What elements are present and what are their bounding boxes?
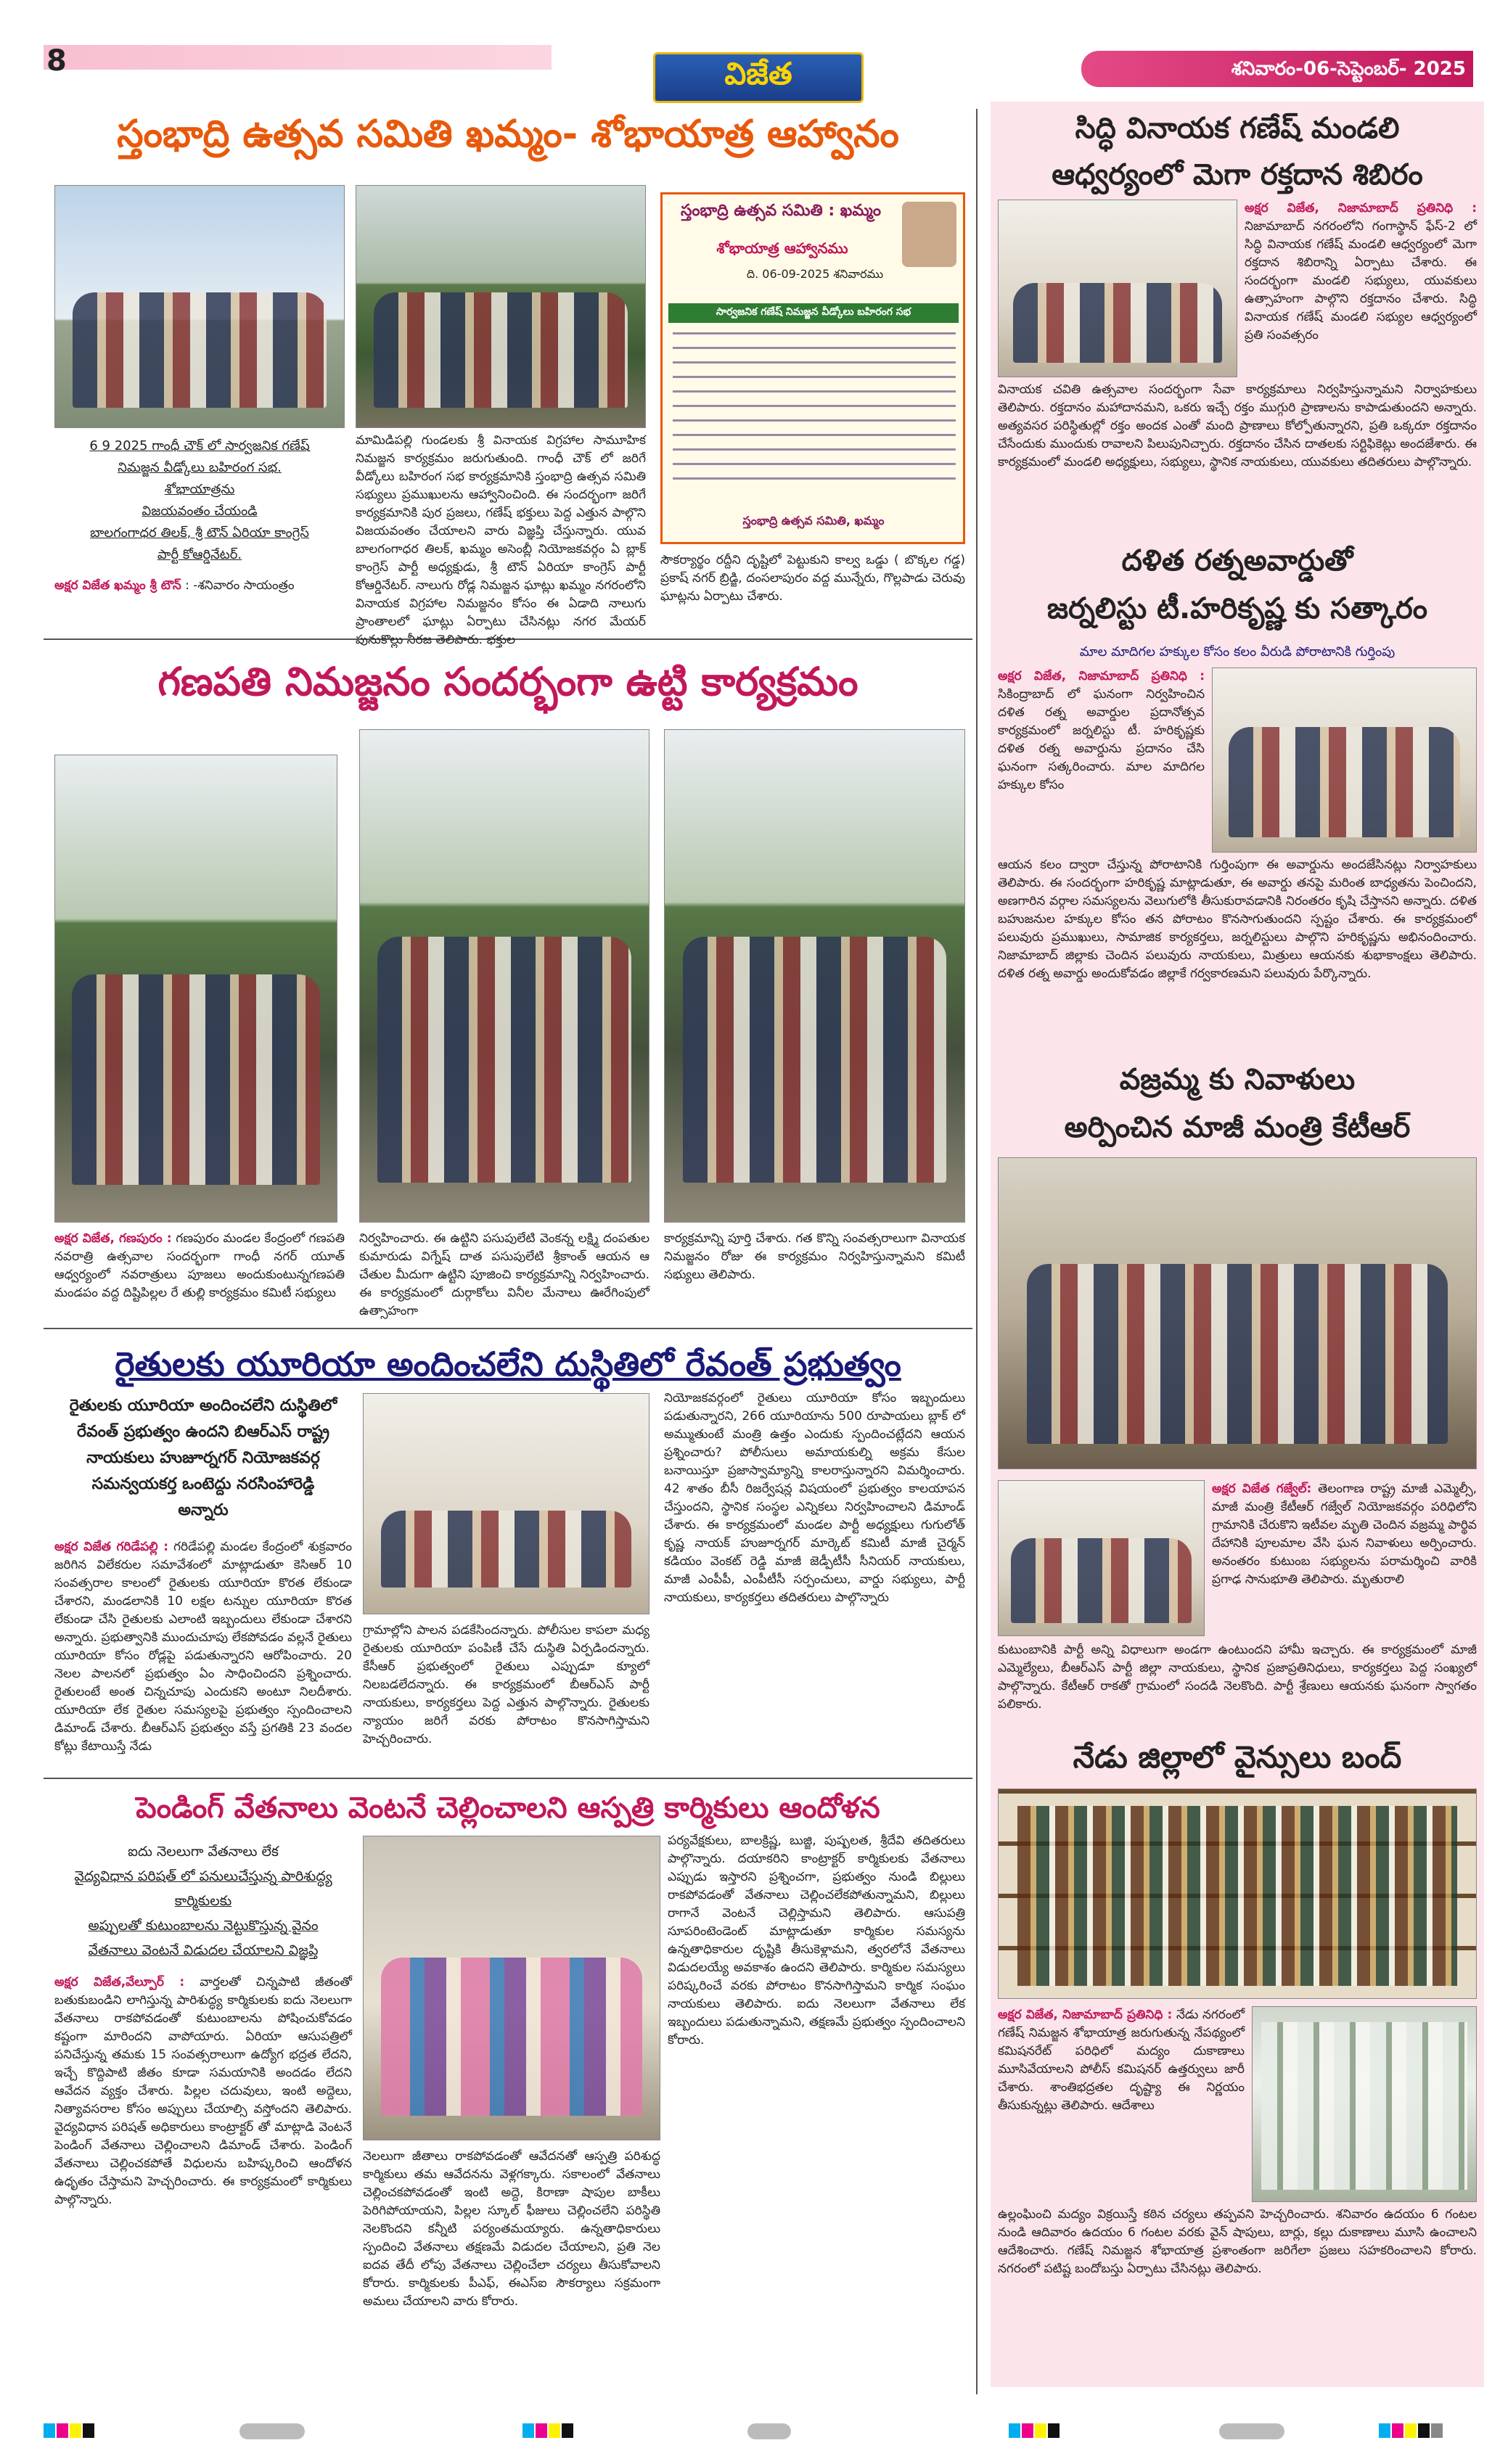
dateline: అక్షర విజేత గరిడేపల్లి :: [54, 1540, 169, 1554]
article4-title: పెండింగ్ వేతనాలు వెంటనే చెల్లించాలని ఆస్పత్రి కార్మికులు ఆందోళన: [136, 1791, 880, 1825]
swatch-black: [1418, 2423, 1430, 2438]
subhead-line: అప్పులతో కుటుంబాలను నెట్టుకొస్తున్న వైనం: [88, 1918, 319, 1934]
subhead-line: వేతనాలు వెంటనే విడుదల చేయాలని విజ్ఞప్తి: [88, 1942, 319, 1958]
article1-body-col2: మామిడిపల్లి గుండలకు శ్రీ వినాయక విగ్రహాల సామూహిక నిమజ్జన కార్యక్రమం జరుగుతుంది. గాంధీ చౌక్ లో జరిగే వీడ్కోలు బహిరంగ సభ కార్యక్రమానికి స్తంభాద్రి ఉత్సవ సమితి సభ్యులు ప్రముఖులను ఆహ్వానించింది. ఈ సందర్భంగా జరిగే కార్యక్రమానికి పుర ప్రజలు, గణేష్ భక్తులు పెద్ద ఎత్తున పాల్గొని విజయవంతం చేయాలని వారు విజ్ఞప్తి చేస్తున్నారు. యువ బాలగంగాధర తిలక్, ఖమ్మం అసెంబ్లీ నియోజకవర్గం ఏ బ్లాక్ కాంగ్రెస్ పార్టీ అధ్యక్షుడు, శ్రీ టౌన్ ఏరియా కాంగ్రెస్ పార్టీ కోఆర్డినేటర్. నాలుగు రోడ్ల నిమజ్జన ఘాట్లు ఖమ్మం నగరంలోని వినాయక విగ్రహాల నిమజ్జనం కోసం ఈ ఏడాది నాలుగు ప్రాంతాలలో ఘాట్లు ఏర్పాటు చేసినట్లు నగర మేయర్ పునుకొల్లు నీరజ తెలిపారు. భక్తుల: [356, 433, 646, 647]
article3-photo: [363, 1393, 649, 1614]
swatch-magenta: [536, 2423, 547, 2438]
article3-subhead: [51, 1393, 356, 1524]
poster-subtitle: శోభాయాత్ర ఆహ్వానము: [716, 239, 848, 257]
title-line: అర్పించిన మాజీ మంత్రి కేటీఆర్: [1064, 1111, 1411, 1144]
subhead-line: నాయకులు హుజూర్నగర్ నియోజకవర్గ: [86, 1449, 320, 1467]
footer-registration-marks: [0, 2416, 1500, 2445]
header-bar: [0, 0, 1500, 91]
masthead-text: విజేత: [724, 56, 792, 91]
section-divider: [44, 1778, 972, 1779]
poster-date: ది. 06-09-2025 శనివారము: [746, 267, 884, 281]
title-line: వజ్రమ్మ కు నివాళులు: [1119, 1063, 1356, 1096]
article1-photo-2: [356, 185, 646, 428]
article3-body-col2: గ్రామాల్లోని పాలన పడకేసిందన్నారు. పోలీసుల కాపలా మధ్య రైతులకు యూరియా పంపిణీ చేసే దుస్థితి ఏర్పడిందన్నారు. కేసీఆర్ ప్రభుత్వంలో రైతులు ఎప్పుడూ క్యూలో నిలబడలేదన్నారు. ఈ కార్యక్రమంలో బీఆర్ఎస్ పార్టీ నాయకులు, కార్యకర్తలు పెద్ద ఎత్తున పాల్గొన్నారు. రైతులకు న్యాయం జరిగే వరకు పోరాటం కొనసాగిస్తామని హెచ్చరించారు.: [363, 1623, 649, 1746]
article8-body-col1: [998, 2006, 1245, 2202]
poster-banner: సార్వజనిక గణేష్ నిమజ్జన వీడ్కోలు బహిరంగ సభ: [668, 303, 959, 323]
article3-body-col1: [54, 1538, 352, 1770]
subhead-line: సమన్వయకర్త ఒంటెద్దు నరసింహారెడ్డి: [91, 1475, 315, 1493]
article8-body-full: ఉల్లంఘించి మద్యం విక్రయిస్తే కఠిన చర్యలు తప్పవని హెచ్చరించారు. శనివారం ఉదయం 6 గంటల నుండి ఆదివారం ఉదయం 6 గంటల వరకు వైన్ షాపులు, బార్లు, కల్లు దుకాణాలు మూసి ఉంచాలని ఆదేశించారు. గణేష్ నిమజ్జన శోభాయాత్ర ప్రశాంతంగా జరిగేలా ప్రజలు సహకరించాలని కోరారు. నగరంలో పటిష్ట బందోబస్తు ఏర్పాటు చేసినట్లు తెలిపారు.: [998, 2207, 1477, 2276]
subhead-line: రైతులకు యూరియా అందించలేని దుస్థితిలో: [69, 1397, 337, 1415]
article1-body-col1: : -శనివారం సాయంత్రం: [185, 578, 295, 593]
swatch-black: [562, 2423, 573, 2438]
poster-avatar: [902, 202, 956, 267]
article6-text: సికింద్రాబాద్ లో ఘనంగా నిర్వహించిన దళిత రత్న అవార్డుల ప్రదానోత్సవ కార్యక్రమంలో జర్నలిస్టు టీ. హరికృష్ణకు దళిత రత్న అవార్డును ప్రదానం చేసి ఘనంగా సత్కరించారు. మాల మాదిగల హక్కుల కోసం: [998, 687, 1205, 792]
article6-subhead: మాల మాదిగల హక్కుల కోసం కలం వీరుడి పోరాటానికి గుర్తింపు: [1079, 644, 1396, 660]
article2-photo-3: [664, 729, 965, 1223]
dateline: అక్షర విజేత ఖమ్మం శ్రీ టౌన్: [54, 578, 181, 593]
article2-body-col2: నిర్వహించారు. ఈ ఉట్టిని పసుపులేటి వెంకన్న లక్ష్మి దంపతుల కుమారుడు విగ్నేష్ దాత పసుపులేటి శ్రీకాంత్ ఆయన ఆ చేతుల మీదుగా ఉట్టిని పూజించి కార్యక్రమాన్ని నిర్వహించారు. ఈ కార్యక్రమంలో దుర్గాకోలు వినీల మేనాలు ఊరేగింపులో ఉత్సాహంగా: [359, 1231, 649, 1318]
title-line: దళిత రత్నఅవార్డుతో: [1121, 544, 1353, 578]
dateline: అక్షర విజేత, నిజామాబాద్ ప్రతినిధి :: [998, 2008, 1173, 2022]
registration-oval: [239, 2423, 305, 2439]
article7-photo-2: [998, 1480, 1205, 1636]
registration-oval: [1219, 2423, 1284, 2439]
poster-footer: స్తంభాద్రి ఉత్సవ సమితి, ఖమ్మం: [742, 514, 885, 527]
dateline: అక్షర విజేత,వేల్పూర్ :: [54, 1975, 185, 1989]
swatch-cyan: [1009, 2423, 1020, 2438]
header-date: శనివారం-06-సెప్టెంబర్- 2025: [1231, 58, 1466, 80]
swatch-yellow: [1035, 2423, 1046, 2438]
caption-line: 6 9 2025 గాంధీ చౌక్ లో సార్వజనిక గణేష్: [89, 438, 310, 453]
article1-body-col3: సౌకర్యార్థం రద్దీని దృష్టిలో పెట్టుకుని కాల్వ ఒడ్డు ( బొక్కల గడ్డ) ప్రకాష్ నగర్ బ్రిడ్జి, దంసలాపురం వద్ద మున్నేరు, గొల్లపాడు చెరువు ఘాట్లను ఏర్పాటు చేశారు.: [660, 553, 965, 604]
header-band-left: [44, 45, 552, 70]
article3-text: గరిడేపల్లి మండల కేంద్రంలో శుక్రవారం జరిగిన విలేకరుల సమావేశంలో మాట్లాడుతూ కెసిఆర్ 10 సంవత్సరాల కాలంలో రైతులకు యూరియా కొరత లేకుండా చేశారని, మండలానికి 10 లక్షల టన్నుల యూరియా కొరత లేకుండా చేసి రైతులకు ఎలాంటి ఇబ్బందులు లేకుండా చేశారని అన్నారు. ప్రభుత్వానికి ముందుచూపు లేకపోవడం వల్లనే రైతులు యూరియా కోసం రోడ్లపై పడుతున్నారని ఆరోపించారు. 20 నెలల పాలనలో ప్రభుత్వం ఏం సాధించిందని ప్రశ్నించారు. రైతులంటే అంత చిన్నచూపు ఎందుకని అంటూ నిలదీశారు. యూరియా లేక రైతుల సమస్యలపై ప్రభుత్వం స్పందించాలని డిమాండ్ చేశారు. బీఆర్ఎస్ ప్రభుత్వం వస్తే ప్రగతికి 23 వందల కోట్లు కేటాయిస్తే నేడు: [54, 1540, 352, 1754]
caption-line: నిమజ్జన వీడ్కోలు బహిరంగ సభ.: [118, 460, 282, 475]
article1-title: స్తంభాద్రి ఉత్సవ సమితి ఖమ్మం- శోభాయాత్ర ఆహ్వానం: [117, 112, 899, 156]
caption-line: శోభాయాత్రను: [164, 482, 235, 497]
subhead-line: అన్నారు: [178, 1501, 229, 1519]
article1-poster: [660, 192, 965, 544]
article4-text: వార్తలతో చిన్నపాటి జీతంతో బతుకుబండిని లాగిస్తున్న పారిశుద్ధ్య కార్మికులకు ఐదు నెలలుగా వేతనాలు రాకపోవడంతో కుటుంబాలను పోషించుకోవడం కష్టంగా మారిందని వాపోయారు. ఏరియా ఆసుపత్రిలో పనిచేస్తున్న తమకు 15 సంవత్సరాలుగా ఉద్యోగ భద్రత లేదని, ఇచ్చే కొద్దిపాటి జీతం కూడా సమయానికి అందడం లేదని ఆవేదన వ్యక్తం చేశారు. పిల్లల చదువులు, ఇంటి అద్దెలు, నిత్యావసరాల కోసం అప్పులు చేయాల్సి వస్తోందని తెలిపారు. వైద్యవిధాన పరిషత్ అధికారులు కాంట్రాక్టర్ తో మాట్లాడి వెంటనే పెండింగ్ వేతనాలు చెల్లించాలని డిమాండ్ చేశారు. పెండింగ్ వేతనాలు చెల్లించకపోతే విధులను బహిష్కరించి ఆందోళన ఉధృతం చేస్తామని హెచ్చరించారు. ఈ కార్యక్రమంలో కార్మికులు పాల్గొన్నారు.: [54, 1975, 352, 2207]
swatch-gray: [1431, 2423, 1443, 2438]
dateline: అక్షర విజేత గజ్వేల్:: [1212, 1482, 1312, 1496]
article1-caption: [51, 435, 348, 566]
caption-line: విజయవంతం చేయండి: [142, 504, 258, 519]
masthead-logo: [653, 52, 864, 103]
registration-oval: [747, 2423, 791, 2439]
article2-body-col3: కార్యక్రమాన్ని పూర్తి చేశారు. గత కొన్ని సంవత్సరాలుగా వినాయక నిమజ్జనం రోజు ఈ కార్యక్రమం నిర్వహిస్తున్నామని కమిటీ సభ్యులు తెలిపారు.: [664, 1231, 965, 1282]
page-number: 8: [46, 44, 67, 78]
title-line: జర్నలిస్టు టీ.హరికృష్ణ కు సత్కారం: [1046, 592, 1428, 625]
swatch-cyan: [522, 2423, 534, 2438]
swatch-cyan: [44, 2423, 55, 2438]
section-divider: [44, 1328, 972, 1329]
article4-subhead: [51, 1839, 356, 1963]
article2-photo-1: [54, 755, 337, 1223]
article4-photo: [363, 1836, 660, 2140]
article3-title: రైతులకు యూరియా అందించలేని దుస్థితిలో రేవంత్ ప్రభుత్వం: [115, 1344, 901, 1384]
article6-body-full: ఆయన కలం ద్వారా చేస్తున్న పోరాటానికి గుర్తింపుగా ఈ అవార్డును అందజేసినట్లు నిర్వాహకులు తెలిపారు. ఈ సందర్భంగా హరికృష్ణ మాట్లాడుతూ, ఈ అవార్డు తనపై మరింత బాధ్యతను పెంచిందని, అణగారిన వర్గాల సమస్యలను వెలుగులోకి తీసుకురావడానికి నిరంతరం కృషి చేస్తానని అన్నారు. దళిత బహుజనుల హక్కుల కోసం తన పోరాటం కొనసాగుతుందని స్పష్టం చేశారు. ఈ కార్యక్రమంలో పలువురు ప్రముఖులు, సామాజిక కార్యకర్తలు, జర్నలిస్టులు పాల్గొని హరికృష్ణను అభినందించారు. నిజామాబాద్ జిల్లాకు చెందిన పలువురు నాయకులు, మిత్రులు ఆయనకు శుభాకాంక్షలు తెలిపారు. దళిత రత్న అవార్డు అందుకోవడం జిల్లాకే గర్వకారణమని పలువురు పేర్కొన్నారు.: [998, 858, 1477, 981]
article5-body-full: వినాయక చవితి ఉత్సవాల సందర్భంగా సేవా కార్యక్రమాలు నిర్వహిస్తున్నామని నిర్వాహకులు తెలిపారు. రక్తదానం మహాదానమని, ఒకరు ఇచ్చే రక్తం ముగ్గురి ప్రాణాలను కాపాడుతుందని అన్నారు. అత్యవసర పరిస్థితుల్లో రక్తం అందక ఎంతో మంది ప్రాణాలు కోల్పోతున్నారని, ప్రతి ఒక్కరూ రక్తదానం చేసేందుకు ముందుకు రావాలని పిలుపునిచ్చారు. రక్తదానం చేసిన దాతలకు సర్టిఫికెట్లు అందజేశారు. ఈ కార్యక్రమంలో మండలి అధ్యక్షులు, సభ్యులు, స్థానిక నాయకులు, యువకులు తదితరులు పాల్గొన్నారు.: [998, 382, 1477, 469]
article7-title: [994, 1056, 1480, 1151]
title-line: ఆధ్వర్యంలో మెగా రక్తదాన శిబిరం: [1052, 158, 1423, 192]
title-line: సిద్ధి వినాయక గణేష్ మండలి: [1075, 112, 1400, 145]
article7-body-col1: [1212, 1480, 1477, 1640]
subhead-line: ఐదు నెలలుగా వేతనాలు లేక: [128, 1844, 279, 1860]
swatch-yellow: [549, 2423, 560, 2438]
article5-title: [994, 105, 1480, 198]
dateline: అక్షర విజేత, నిజామాబాద్ ప్రతినిధి :: [998, 669, 1205, 683]
article8-text: నేడు నగరంలో గణేష్ నిమజ్జన శోభాయాత్ర జరుగుతున్న నేపథ్యంలో కమిషనరేట్ పరిధిలో మద్యం దుకాణాలు మూసివేయాలని పోలీస్ కమిషనర్ ఉత్తర్వులు జారీ చేశారు. శాంతిభద్రతల దృష్ట్యా ఈ నిర్ణయం తీసుకున్నట్లు తెలిపారు. ఆదేశాలు: [998, 2008, 1245, 2113]
swatch-yellow: [1405, 2423, 1417, 2438]
article1-dateline-row: [54, 577, 348, 595]
article7-body-full: కుటుంబానికి పార్టీ అన్ని విధాలుగా అండగా ఉంటుందని హామీ ఇచ్చారు. ఈ కార్యక్రమంలో మాజీ ఎమ్మెల్యేలు, బీఆర్ఎస్ పార్టీ జిల్లా నాయకులు, స్థానిక ప్రజాప్రతినిధులు, కార్యకర్తలు పెద్ద సంఖ్యలో పాల్గొన్నారు. కేటీఆర్ రాకతో గ్రామంలో సందడి నెలకొంది. పార్టీ శ్రేణులు ఆయనకు ఘనంగా స్వాగతం పలికారు.: [998, 1643, 1477, 1712]
article4-body-col2: నెలలుగా జీతాలు రాకపోవడంతో ఆవేదనతో ఆస్పత్రి పరిశుద్ధ కార్మికులు తమ ఆవేదనను వెళ్లగక్కారు. సకాలంలో వేతనాలు చెల్లించకపోవడంతో ఇంటి అద్దె, కిరాణా షాపుల బాకీలు పెరిగిపోయాయని, పిల్లల స్కూల్ ఫీజులు చెల్లించలేని పరిస్థితి నెలకొందని కన్నీటి పర్యంతమయ్యారు. ఉన్నతాధికారులు స్పందించి వేతనాలు తక్షణమే విడుదల చేయాలని, ప్రతి నెల ఐదవ తేదీ లోపు వేతనాలు చెల్లించేలా చర్యలు తీసుకోవాలని కోరారు. కార్మికులకు పీఎఫ్, ఈఎస్ఐ సౌకర్యాలు సక్రమంగా అమలు చేయాలని వారు కోరారు.: [363, 2149, 660, 2309]
swatch-cyan: [1379, 2423, 1390, 2438]
poster-title: స్తంభాద్రి ఉత్సవ సమితి : ఖమ్మం: [680, 202, 882, 220]
subhead-line: వైద్యవిధాన పరిషత్ లో పనులుచేస్తున్న పారిశుద్ధ్య: [74, 1868, 332, 1884]
article5-text: నిజామాబాద్ నగరంలోని గంగాస్థాన్ ఫేస్-2 లో సిద్ధి వినాయక గణేష్ మండలి ఆధ్వర్యంలో మెగా రక్తదాన శిబిరాన్ని ఏర్పాటు చేశారు. ఈ సందర్భంగా మండలి సభ్యులు, యువకులు ఉత్సాహంగా పాల్గొని రక్తదానం చేశారు. సిద్ధి వినాయక గణేష్ మండలి సభ్యుల ఆధ్వర్యంలో ప్రతి సంవత్సరం: [1245, 219, 1477, 342]
swatch-yellow: [70, 2423, 81, 2438]
article7-photo-1: [998, 1157, 1477, 1469]
article2-body-col1: [54, 1230, 345, 1321]
article1-photo-1: [54, 185, 345, 428]
dateline: అక్షర విజేత, గణపురం :: [54, 1231, 172, 1246]
article7-text: తెలంగాణ రాష్ట్ర మాజీ ఎమ్మెల్సీ, మాజీ మంత్రి కేటీఆర్ గజ్వేల్ నియోజకవర్గం పరిధిలోని గ్రామానికి చేరుకొని ఇటీవల మృతి చెందిన వజ్రమ్మ పార్థివ దేహానికి పూలమాల వేసి ఘన నివాళులు అర్పించారు. అనంతరం కుటుంబ సభ్యులను పరామర్శించి వారికి ప్రగాఢ సానుభూతి తెలిపారు. మృతురాలి: [1212, 1482, 1477, 1587]
article3-body-col3: నియోజకవర్గంలో రైతులు యూరియా కోసం ఇబ్బందులు పడుతున్నారని, 266 యూరియాను 500 రూపాయలు బ్లాక్ లో అమ్ముతుంటే మంత్రి ఉత్తం ఎందుకు స్పందించట్లేదని ఆయన ప్రశ్నించారు? పోలీసులు అమాయకుల్ని అక్రమ కేసుల బనాయిస్తూ ప్రజాస్వామ్యాన్ని కాలరాస్తున్నారని విమర్శించారు. 42 శాతం బీసీ రిజర్వేషన్ల విషయంలో ప్రభుత్వం కాలయాపన చేస్తుందని, స్థానిక సంస్థల ఎన్నికలు నిర్వహించాలని డిమాండ్ చేశారు. ఈ కార్యక్రమంలో మండల పార్టీ అధ్యక్షులు గుగులోత్ కృష్ణ నాయక్ హుజూర్నగర్ మార్కెట్ కమిటీ మాజీ చైర్మన్ కడియం వెంకట్ రెడ్డి మాజీ జెడ్పీటీసీ సీనియర్ నాయకులు, మాజీ ఎంపీపీ, ఎంపీటీసీ సర్పంచులు, వార్డు సభ్యులు, పార్టీ నాయకులు, కార్యకర్తలు తదితరులు పాల్గొన్నారు: [664, 1391, 965, 1605]
article4-body-col3: పర్యవేక్షకులు, బాలక్రిష్ణ, బుజ్జి, పుష్పలత, శ్రీదేవి తదితరులు పాల్గొన్నారు. దయాకరిని కాంట్రాక్టర్ కార్మికులకు వేతనాలు ఎప్పుడు ఇస్తారని ప్రశ్నించగా, ప్రభుత్వం నుండి బిల్లులు రాకపోవడంతో వేతనాలు చెల్లించలేకపోతున్నామని, బిల్లులు రాగానే వెంటనే చెల్లిస్తామని తెలిపారు. ఆసుపత్రి సూపరింటెండెంట్ మాట్లాడుతూ కార్మికుల సమస్యను ఉన్నతాధికారుల దృష్టికి తీసుకెళ్లామని, త్వరలోనే వేతనాలు విడుదలయ్యే అవకాశం ఉందని తెలిపారు. కార్మికుల సమస్యలు పరిష్కరించే వరకు పోరాటం కొనసాగిస్తామని కార్మిక సంఘం నాయకులు తెలిపారు. ఐదు నెలలుగా వేతనాలు లేక ఇబ్బందులు పడుతున్నామని, తక్షణమే ప్రభుత్వం స్పందించాలని కోరారు.: [668, 1833, 965, 2048]
article6-body-col1: [998, 668, 1205, 853]
caption-line: బాలగంగాధర తిలక్, శ్రీ టౌన్ ఏరియా కాంగ్రెస్: [90, 525, 309, 541]
poster-guest-list: [673, 332, 956, 492]
article2-text: గణపురం మండల కేంద్రంలో గణపతి నవరాత్రి ఉత్సవాల సందర్భంగా గాంధీ నగర్ యూత్ ఆధ్వర్యంలో నవరాత్రులు పూజలు అందుకుంటున్నగణపతి మండపం వద్ద దిష్టిపిల్లల రే తుల్లి కార్యక్రమం కమిటీ సభ్యులు: [54, 1231, 345, 1300]
article4-body-col1: [54, 1974, 352, 2387]
caption-line: పార్టీ కోఆర్డినేటర్.: [157, 547, 242, 562]
article2-title: గణపతి నిమజ్జనం సందర్భంగా ఉట్టి కార్యక్రమం: [157, 659, 858, 705]
article6-photo: [1212, 668, 1477, 853]
swatch-black: [1048, 2423, 1060, 2438]
swatch-black: [83, 2423, 94, 2438]
dateline: అక్షర విజేత, నిజామాబాద్ ప్రతినిధి :: [1245, 201, 1477, 215]
article5-photo: [998, 200, 1237, 377]
article2-photo-2: [359, 729, 649, 1223]
subhead-line: కార్మికులకు: [174, 1893, 232, 1909]
article8-title: నేడు జిల్లాలో వైన్సులు బంద్: [1073, 1739, 1402, 1775]
swatch-magenta: [1022, 2423, 1033, 2438]
article5-body-col1: [1245, 200, 1477, 381]
swatch-magenta: [57, 2423, 68, 2438]
swatch-magenta: [1392, 2423, 1403, 2438]
column-divider: [976, 109, 978, 2394]
article8-photo-2: [1252, 2006, 1477, 2202]
article8-photo-1: [998, 1789, 1477, 1999]
subhead-line: రేవంత్ ప్రభుత్వం ఉందని బిఆర్ఎస్ రాష్ట్ర: [77, 1423, 329, 1441]
article6-title: [994, 537, 1480, 633]
